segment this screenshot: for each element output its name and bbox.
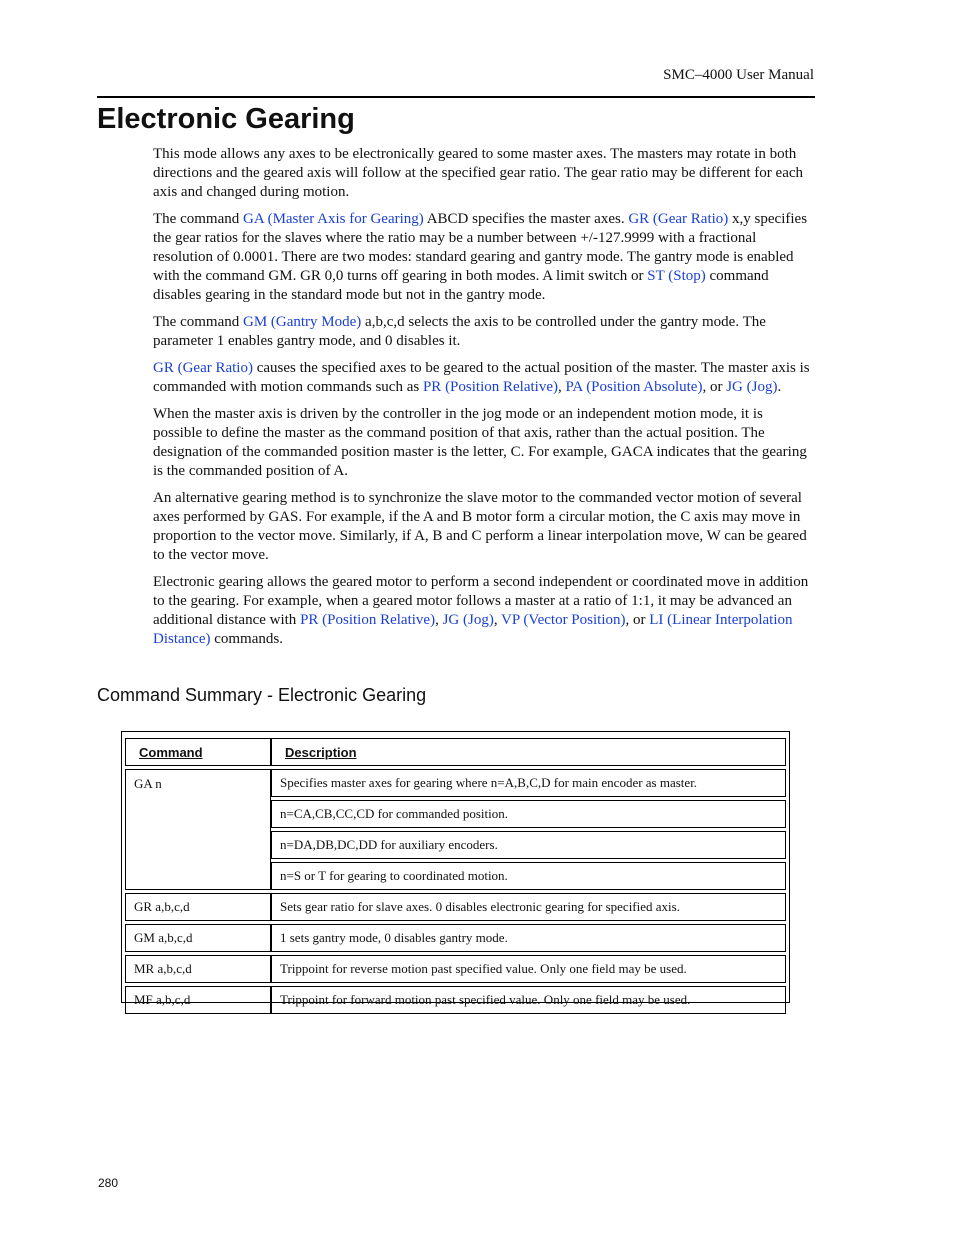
paragraph-6: An alternative gearing method is to synchronize the slave motor to the commanded vector motion of several axes performed by GAS. For example, if the A and B motor form a circular motion, the C axis may move in proportion to the vector move. Similarly, if A, B and C perform a linear interpolation move, W can be geared to the vector move.	[153, 490, 807, 563]
link-pr-2[interactable]: PR (Position Relative)	[300, 612, 436, 628]
table-row	[125, 769, 786, 797]
table-row	[125, 924, 786, 952]
link-gr-2[interactable]: GR (Gear Ratio)	[153, 360, 253, 376]
text: causes the specified axes to be geared to the actual position of the master. The master axis is commanded with motion commands such as	[153, 360, 810, 395]
link-pa[interactable]: PA (Position Absolute)	[565, 379, 703, 395]
text: The command	[153, 314, 243, 330]
command-cell: MF a,b,c,d	[125, 986, 271, 1014]
text: ABCD specifies the master axes.	[423, 211, 629, 227]
text: command disables gearing in the standard mode but not in the gantry mode.	[153, 268, 769, 303]
description-cell: Trippoint for forward motion past specified value. Only one field may be used.	[271, 986, 786, 1014]
description-cell: Sets gear ratio for slave axes. 0 disables electronic gearing for specified axis.	[271, 893, 786, 921]
table-row	[125, 955, 786, 983]
description-cell: n=DA,DB,DC,DD for auxiliary encoders.	[271, 831, 786, 859]
summary-heading: Command Summary - Electronic Gearing	[97, 685, 427, 705]
paragraph-1: This mode allows any axes to be electronically geared to some master axes. The masters may rotate in both directions and the geared axis will follow at the specified gear ratio. The gear ratio may be different for each axis and changed during motion.	[153, 146, 804, 200]
body-text	[153, 145, 813, 657]
page-number: 280	[98, 1176, 119, 1190]
description-cell: Specifies master axes for gearing where n=A,B,C,D for main encoder as master.	[271, 769, 786, 797]
link-li[interactable]: LI (Linear Interpolation Distance)	[153, 612, 793, 647]
text: commands.	[210, 631, 283, 647]
paragraph-2	[153, 210, 813, 305]
link-jg[interactable]: JG (Jog)	[726, 379, 778, 395]
text: , or	[625, 612, 650, 628]
description-cell: n=CA,CB,CC,CD for commanded position.	[271, 800, 786, 828]
column-header-description: Description	[271, 738, 786, 766]
link-gm[interactable]: GM (Gantry Mode)	[242, 314, 362, 330]
text: , or	[702, 379, 727, 395]
text: a,b,c,d selects the axis to be controlled under the gantry mode. The parameter 1 enables gantry mode, and 0 disables it.	[153, 314, 766, 349]
paragraph-7	[153, 573, 813, 649]
paragraph-5: When the master axis is driven by the controller in the jog mode or an independent motion mode, it is possible to define the master as the command position of that axis, rather than the actual position. The designation of the commanded position master is the letter, C. For example, GACA indicates that the gearing is the commanded position of A.	[153, 406, 807, 479]
command-summary-table	[121, 731, 790, 1007]
link-gr[interactable]: GR (Gear Ratio)	[628, 211, 729, 227]
section-title: Electronic Gearing	[97, 103, 355, 135]
command-cell: GA n	[125, 769, 271, 890]
link-pr[interactable]: PR (Position Relative)	[422, 379, 558, 395]
paragraph-3	[153, 313, 813, 351]
link-vp[interactable]: VP (Vector Position)	[501, 612, 626, 628]
manual-title: SMC–4000 User Manual	[663, 67, 814, 83]
text: .	[777, 379, 782, 395]
text: Electronic gearing allows the geared motor to perform a second independent or coordinated move in addition to the gearing. For example, when a geared motor follows a master at a ratio of 1:1, it may be advanced an additional distance with	[153, 574, 809, 628]
table-row	[125, 986, 786, 1014]
description-cell: n=S or T for gearing to coordinated motion.	[271, 862, 786, 890]
link-ga[interactable]: GA (Master Axis for Gearing)	[242, 211, 424, 227]
command-cell: GM a,b,c,d	[125, 924, 271, 952]
link-st[interactable]: ST (Stop)	[647, 268, 706, 284]
column-header-command: Command	[125, 738, 271, 766]
text: ,	[493, 612, 502, 628]
link-jg-2[interactable]: JG (Jog)	[442, 612, 494, 628]
text: The command	[153, 211, 243, 227]
table-row	[125, 893, 786, 921]
paragraph-4	[153, 359, 813, 397]
description-cell: Trippoint for reverse motion past specified value. Only one field may be used.	[271, 955, 786, 983]
text: x,y specifies the gear ratios for the slaves where the ratio may be a number between +/-127.9999 with a fractional resolution of 0.0001. There are two modes: standard gearing and gantry mode. The gantry mode is enabled with the command GM. GR 0,0 turns off gearing in both modes. A limit switch or	[153, 211, 808, 284]
command-cell: MR a,b,c,d	[125, 955, 271, 983]
command-cell: GR a,b,c,d	[125, 893, 271, 921]
description-cell: 1 sets gantry mode, 0 disables gantry mode.	[271, 924, 786, 952]
text: ,	[557, 379, 566, 395]
table-header-row	[125, 738, 786, 766]
header-rule	[97, 96, 815, 98]
text: ,	[435, 612, 443, 628]
